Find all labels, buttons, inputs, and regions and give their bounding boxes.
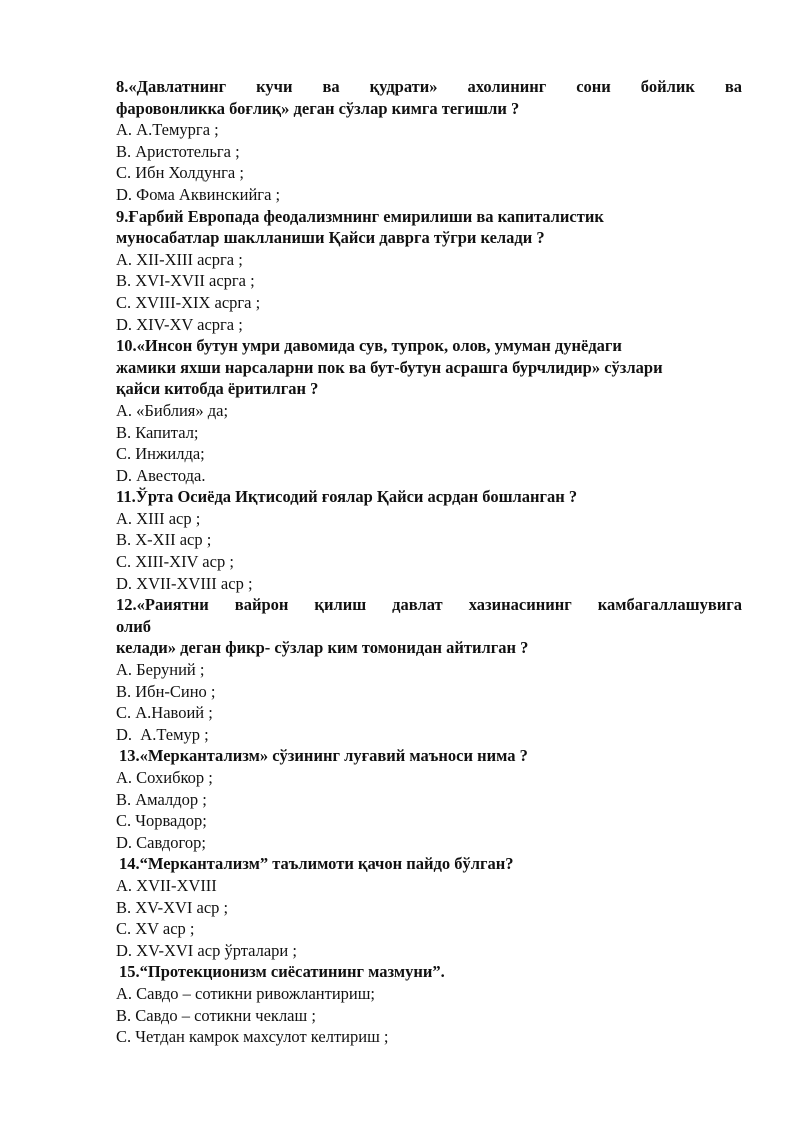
answer-option-d: D. XV-XVI аср ўрталари ; xyxy=(116,940,297,960)
answer-option-b: B. XV-XVI аср ; xyxy=(116,897,229,917)
answer-option-c: C. А.Навоий ; xyxy=(116,703,213,723)
answer-option-c: C. Инжилда; xyxy=(116,444,205,464)
question-title-line: 12.«Раиятни вайрон қилиш давлат хазинасининг камбагаллашувига xyxy=(116,595,742,615)
answer-option-b: B. Капитал; xyxy=(116,422,199,442)
question-9 xyxy=(116,206,742,336)
answer-option-b: B. Аристотельга ; xyxy=(116,141,240,161)
question-title-line: муносабатлар шаклланиши Қайси даврга тўгри келади ? xyxy=(116,228,545,248)
question-title-line: 15.“Протекционизм сиёсатининг мазмуни”. xyxy=(119,962,445,982)
question-title-line: қайси китобда ёритилган ? xyxy=(116,379,319,399)
answer-option-b: B. Савдо – сотикни чеклаш ; xyxy=(116,1005,316,1025)
question-title-line: 13.«Меркантализм» сўзининг луғавий маъноси нима ? xyxy=(119,746,528,766)
answer-option-b: B. X-XII аср ; xyxy=(116,530,212,550)
answer-option-a: A. XII-XIII асрга ; xyxy=(116,249,243,269)
answer-option-a: A. Савдо – сотикни ривожлантириш; xyxy=(116,983,376,1003)
question-title-line: 9.Ғарбий Европада феодализмнинг емирилиши ва капиталистик xyxy=(116,206,604,226)
answer-option-c: C. Четдан камрок махсулот келтириш ; xyxy=(116,1027,389,1047)
answer-option-c: C. XVIII-XIX асрга ; xyxy=(116,292,261,312)
answer-option-c: C. XIII-XIV аср ; xyxy=(116,552,234,572)
answer-option-b: B. Амалдор ; xyxy=(116,789,207,809)
answer-option-d: D. Авестода. xyxy=(116,465,206,485)
answer-option-c: C. Чорвадор; xyxy=(116,811,207,831)
answer-option-c: C. XV аср ; xyxy=(116,919,195,939)
question-13 xyxy=(116,745,742,853)
document-page xyxy=(116,76,742,1048)
answer-option-d: D. Фома Аквинскийга ; xyxy=(116,184,281,204)
answer-option-d: D. А.Темур ; xyxy=(116,724,209,744)
answer-option-b: B. XVI-XVII асрга ; xyxy=(116,271,255,291)
question-title-line: 8.«Давлатнинг кучи ва қудрати» ахолининг сони бойлик ва xyxy=(116,77,742,96)
answer-option-a: A. Беруний ; xyxy=(116,660,205,680)
question-title-line: фаровонликка боғлиқ» деган сўзлар кимга тегишли ? xyxy=(116,98,520,118)
answer-option-a: A. Сохибкор ; xyxy=(116,768,213,787)
question-title-line: 11.Ўрта Осиёда Иқтисодий ғоялар Қайси асрдан бошланган ? xyxy=(116,487,578,507)
question-11 xyxy=(116,486,742,594)
question-title-line: 14.“Меркантализм” таълимоти қачон пайдо бўлган? xyxy=(119,854,514,874)
question-title-line: 10.«Инсон бутун умри давомида сув, тупрок, олов, умуман дунёдаги xyxy=(116,336,622,356)
question-10 xyxy=(116,335,742,486)
answer-option-a: A. «Библия» да; xyxy=(116,400,229,420)
question-15 xyxy=(116,961,742,1047)
question-title-line: олиб xyxy=(116,616,152,636)
answer-option-b: B. Ибн-Сино ; xyxy=(116,681,216,701)
question-12 xyxy=(116,594,742,745)
answer-option-d: D. XVII-XVIII аср ; xyxy=(116,573,253,593)
answer-option-a: A. XVII-XVIII xyxy=(116,875,217,895)
answer-option-d: D. Савдогор; xyxy=(116,832,206,852)
question-14 xyxy=(116,853,742,961)
answer-option-c: C. Ибн Холдунга ; xyxy=(116,163,244,183)
question-title-line: жамики яхши нарсаларни пок ва бут-бутун асрашга бурчлидир» сўзлари xyxy=(116,357,663,377)
question-title-line: келади» деган фикр- сўзлар ким томонидан айтилган ? xyxy=(116,638,529,658)
answer-option-d: D. XIV-XV асрга ; xyxy=(116,314,243,334)
answer-option-a: A. XIII аср ; xyxy=(116,508,201,528)
answer-option-a: A. А.Темурга ; xyxy=(116,120,219,140)
question-8 xyxy=(116,76,742,206)
